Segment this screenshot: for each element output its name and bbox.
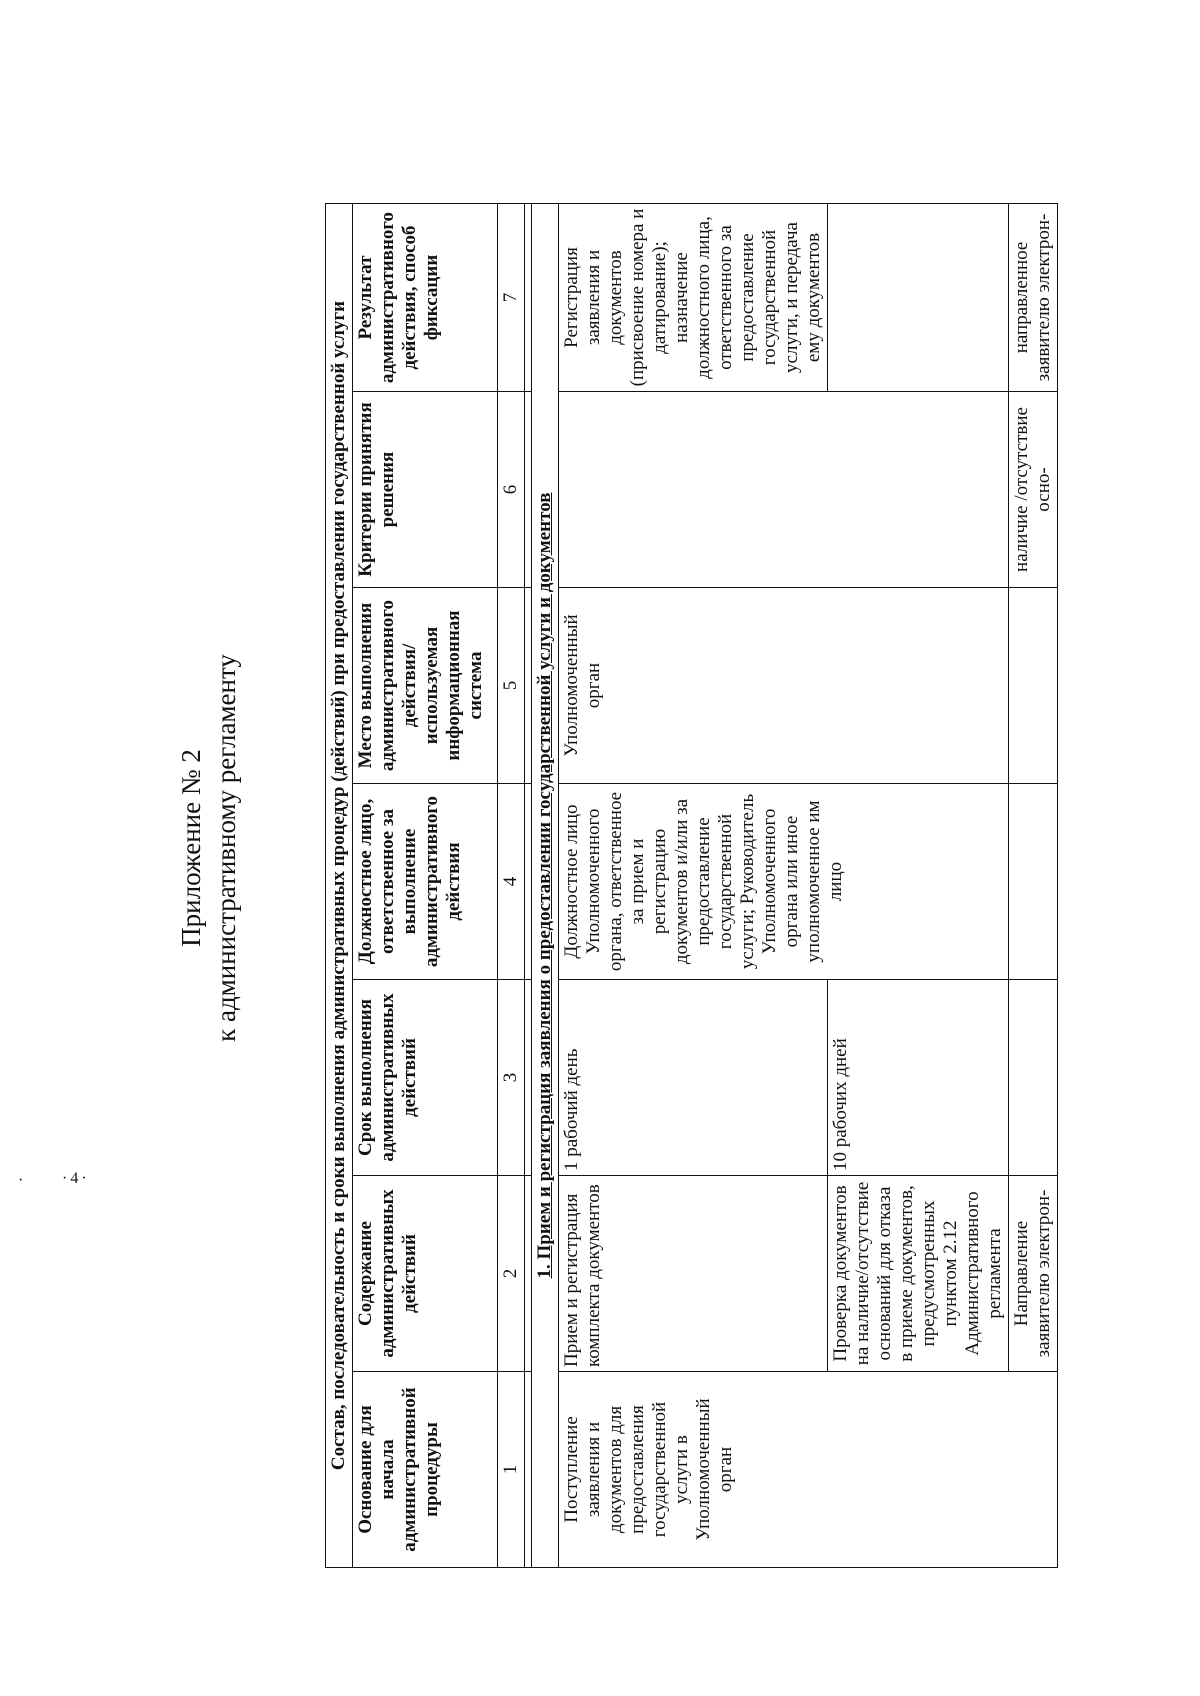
official-cell	[1009, 784, 1058, 980]
column-number: 3	[498, 980, 525, 1176]
column-header: Критерии принятия решения	[353, 392, 498, 588]
column-number: 7	[498, 204, 525, 392]
column-header: Должностное лицо, ответственное за выполнение административного действия	[353, 784, 498, 980]
section-heading	[532, 204, 559, 1568]
result-cell: направленное заявителю электрон-	[1009, 204, 1058, 392]
action-cell: Прием и регистрация комплекта документов	[559, 1176, 828, 1372]
column-header: Место выполнения административного действия/ используемая информационная система	[353, 588, 498, 784]
appendix-title: Приложение № 2	[176, 749, 206, 947]
spacer-cell	[525, 980, 532, 1176]
column-header: Срок выполнения административных действий	[353, 980, 498, 1176]
spacer-cell	[525, 392, 532, 588]
section-heading-text: 1. Прием и регистрация заявления о предоставлении государственной услуги и документов	[534, 492, 555, 1279]
column-number: 1	[498, 1372, 525, 1568]
criteria-cell: наличие /отсутствие осно-	[1009, 392, 1058, 588]
official-cell: Должностное лицо Уполномоченного органа, ответственное за прием и регистрацию документов и/или за предоставление государственной услуги; Руководитель Уполномоченного органа или иное уполномоченное им лицо	[559, 784, 1009, 980]
place-cell	[1009, 588, 1058, 784]
column-number: 4	[498, 784, 525, 980]
edge-mark: ·	[18, 1172, 24, 1189]
page-number: ·4·	[62, 1170, 90, 1187]
column-number: 5	[498, 588, 525, 784]
spacer-cell	[525, 204, 532, 392]
term-cell: 1 рабочий день	[559, 980, 828, 1176]
column-number: 2	[498, 1176, 525, 1372]
criteria-cell	[559, 392, 1009, 588]
term-cell	[1009, 980, 1058, 1176]
term-cell: 10 рабочих дней	[828, 980, 1009, 1176]
result-cell: Регистрация заявления и документов (присвоение номера и датирование); назначение должностного лица, ответственного за предоставление государственной услуги, и передача ему документов	[559, 204, 828, 392]
spacer-cell	[525, 1176, 532, 1372]
column-header: Результат административного действия, способ фиксации	[353, 204, 498, 392]
spacer-cell	[525, 784, 532, 980]
procedures-table	[325, 203, 1058, 1568]
column-header: Основание для начала административной процедуры	[353, 1372, 498, 1568]
appendix-subtitle: к административному регламенту	[211, 654, 241, 1042]
action-cell: Проверка документов на наличие/отсутствие оснований для отказа в приеме документов, предусмотренных пунктом 2.12 Административного регламента	[828, 1176, 1009, 1372]
spacer-cell	[525, 1372, 532, 1568]
table-title: Состав, последовательность и сроки выполнения административных процедур (действий) при предоставлении государственной услуги	[326, 204, 353, 1568]
result-cell	[828, 204, 1009, 392]
spacer-cell	[525, 588, 532, 784]
column-header: Содержание административных действий	[353, 1176, 498, 1372]
column-number: 6	[498, 392, 525, 588]
action-cell: Направление заявителю электрон-	[1009, 1176, 1058, 1372]
basis-cell: Поступление заявления и документов для предоставления государственной услуги в Уполномоченный орган	[559, 1372, 1058, 1568]
place-cell: Уполномоченный орган	[559, 588, 1009, 784]
